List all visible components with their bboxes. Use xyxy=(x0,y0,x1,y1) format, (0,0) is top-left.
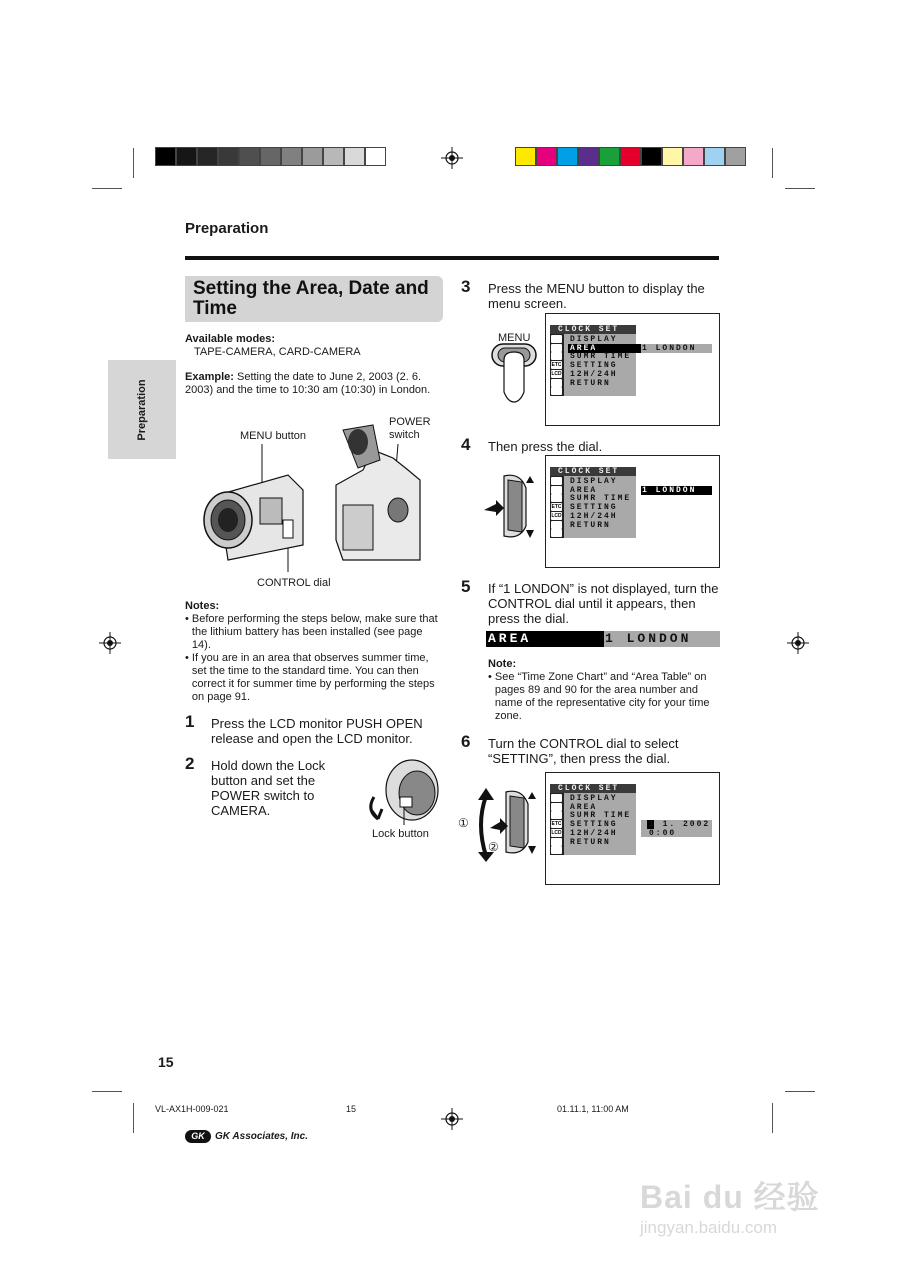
color-swatch xyxy=(260,147,281,166)
registration-mark-icon xyxy=(787,632,809,654)
menu-button-callout: MENU button xyxy=(240,430,307,442)
step-text: Press the LCD monitor PUSH OPEN release and open the LCD monitor. xyxy=(211,716,423,746)
color-swatch xyxy=(515,147,536,166)
notes-label: Notes: xyxy=(185,600,220,612)
mic-icon xyxy=(551,811,562,819)
page-title: Setting the Area, Date and Time xyxy=(193,278,429,319)
clock-icon xyxy=(551,838,562,846)
card-icon xyxy=(551,803,562,811)
footer-date: 01.11.1, 11:00 AM xyxy=(557,1104,629,1114)
step-number: 1 xyxy=(185,712,195,731)
note-block xyxy=(488,658,720,723)
osd-menu-item: AREA xyxy=(570,485,598,495)
color-swatch xyxy=(323,147,344,166)
menu-screen xyxy=(545,772,720,885)
osd-menu-item: DISPLAY xyxy=(570,477,618,486)
color-swatch xyxy=(536,147,557,166)
control-dial-callout: CONTROL dial xyxy=(257,577,331,589)
company-logo-icon: GK xyxy=(185,1130,211,1143)
registration-mark-icon xyxy=(99,632,121,654)
area-label: AREA xyxy=(486,631,604,647)
osd-menu-item: RETURN xyxy=(570,520,611,530)
crop-mark xyxy=(785,1091,815,1092)
lock-button-illustration-icon xyxy=(362,755,442,825)
header-rule xyxy=(185,256,719,260)
page-number: 15 xyxy=(158,1054,174,1070)
crop-mark xyxy=(133,148,134,178)
color-swatch xyxy=(365,147,386,166)
area-value: 1 LONDON xyxy=(605,631,692,646)
camcorder-illustration-icon xyxy=(198,420,428,575)
crop-mark xyxy=(92,1091,122,1092)
color-swatch xyxy=(578,147,599,166)
osd-menu-item: 12H/24H xyxy=(570,369,618,379)
osd-menu-item: SUMR TIME xyxy=(570,811,632,821)
card-icon xyxy=(551,486,562,494)
color-swatch xyxy=(281,147,302,166)
color-swatch xyxy=(344,147,365,166)
note-item: • Before performing the steps below, make sure that the lithium battery has been installed (see page 14). xyxy=(185,613,438,651)
color-swatch xyxy=(197,147,218,166)
side-tab xyxy=(108,360,176,459)
osd-menu-item: RETURN xyxy=(570,378,611,388)
osd-menu-item: SETTING xyxy=(570,820,618,830)
crop-mark xyxy=(92,188,122,189)
note-item: • See “Time Zone Chart” and “Area Table” on pages 89 and 90 for the area number and name of the representative city for your time zone. xyxy=(488,671,710,722)
clock-icon xyxy=(551,521,562,529)
dial-turn-icon xyxy=(468,786,540,864)
crop-mark xyxy=(772,1103,773,1133)
color-swatch xyxy=(620,147,641,166)
title-box xyxy=(185,276,443,322)
osd-setting-date: 1 1. 2002 xyxy=(649,820,711,830)
gray-swatch-strip xyxy=(155,147,386,166)
step-text: If “1 LONDON” is not displayed, turn the CONTROL dial until it appears, then press the dial. xyxy=(488,581,719,626)
crop-mark xyxy=(133,1103,134,1133)
watermark-url: jingyan.baidu.com xyxy=(640,1218,778,1237)
osd-title: CLOCK SET xyxy=(550,784,636,793)
mic-icon xyxy=(551,494,562,502)
cam-icon xyxy=(551,794,562,802)
lcd-icon: LCD xyxy=(551,829,562,836)
step-text: Turn the CONTROL dial to select “SETTING”, then press the dial. xyxy=(488,736,679,766)
osd-menu-item: DISPLAY xyxy=(570,335,618,344)
osd-menu-item: SUMR TIME xyxy=(570,494,632,504)
step-number: 2 xyxy=(185,754,195,773)
color-swatch xyxy=(176,147,197,166)
lock-button-callout: Lock button xyxy=(372,828,429,840)
available-modes xyxy=(185,333,435,359)
osd-setting-time: 0:00 xyxy=(649,828,677,838)
menu-screen xyxy=(545,313,720,426)
lcd-icon: LCD xyxy=(551,370,562,377)
osd-area-value: 1 LONDON xyxy=(642,485,697,495)
step-text: Hold down the Lock button and set the POWER switch to CAMERA. xyxy=(211,758,326,818)
color-swatch xyxy=(704,147,725,166)
mic-icon xyxy=(551,352,562,360)
circled-1: ① xyxy=(458,816,469,830)
menu-button-press-icon xyxy=(490,342,540,404)
menu-screen xyxy=(545,455,720,568)
color-swatch xyxy=(725,147,746,166)
clock-icon xyxy=(551,379,562,387)
osd-area-value: 1 LONDON xyxy=(642,343,697,353)
note-label: Note: xyxy=(488,658,517,670)
etc-icon: ETC xyxy=(551,504,562,511)
registration-mark-icon xyxy=(441,147,463,169)
watermark-brand: Bai du 经验 xyxy=(640,1179,820,1215)
power-switch-callout: POWER switch xyxy=(389,416,431,441)
step-text: Press the MENU button to display the menu screen. xyxy=(488,281,705,311)
notes-block xyxy=(185,600,440,704)
color-swatch xyxy=(599,147,620,166)
osd-menu-item: RETURN xyxy=(570,837,611,847)
osd-title: CLOCK SET xyxy=(550,325,636,334)
cam-icon xyxy=(551,335,562,343)
osd-menu-item: DISPLAY xyxy=(570,794,618,803)
section-heading: Preparation xyxy=(185,220,269,237)
modes-value: TAPE-CAMERA, CARD-CAMERA xyxy=(194,346,361,358)
ret-icon xyxy=(551,387,562,395)
step-number: 5 xyxy=(461,577,471,596)
crop-mark xyxy=(772,148,773,178)
footer-company xyxy=(185,1130,308,1143)
color-swatch xyxy=(641,147,662,166)
osd-menu-item: SUMR TIME xyxy=(570,352,632,362)
osd-menu-item: 12H/24H xyxy=(570,511,618,521)
color-swatch xyxy=(302,147,323,166)
circled-2: ② xyxy=(488,840,499,854)
color-swatch-strip xyxy=(515,147,746,166)
example-text: Setting the date to June 2, 2003 (2. 6. 2003) and the time to 10:30 am (10:30) in London. xyxy=(185,371,431,396)
etc-icon: ETC xyxy=(551,821,562,828)
step-number: 3 xyxy=(461,277,471,296)
side-tab-label: Preparation xyxy=(136,379,148,441)
dial-press-icon xyxy=(482,468,537,543)
modes-label: Available modes: xyxy=(185,333,276,345)
registration-mark-icon xyxy=(441,1108,463,1130)
company-name: GK Associates, Inc. xyxy=(215,1131,308,1142)
color-swatch xyxy=(683,147,704,166)
osd-title: CLOCK SET xyxy=(550,467,636,476)
osd-menu-item: 12H/24H xyxy=(570,828,618,838)
example-label: Example: xyxy=(185,371,234,383)
color-swatch xyxy=(218,147,239,166)
osd-menu-item: SETTING xyxy=(570,503,618,513)
example-block xyxy=(185,371,435,397)
note-item: • If you are in an area that observes summer time, set the time to the standard time. You can then correct it for summer time by performing the steps on page 91. xyxy=(185,652,435,703)
area-display-bar xyxy=(486,631,720,647)
color-swatch xyxy=(155,147,176,166)
step-number: 6 xyxy=(461,732,471,751)
cam-icon xyxy=(551,477,562,485)
ret-icon xyxy=(551,529,562,537)
osd-menu-item: SETTING xyxy=(570,361,618,371)
osd-menu-item: AREA xyxy=(570,343,598,353)
color-swatch xyxy=(239,147,260,166)
step-number: 4 xyxy=(461,435,471,454)
ret-icon xyxy=(551,846,562,854)
footer-file: VL-AX1H-009-021 xyxy=(155,1104,229,1114)
crop-mark xyxy=(785,188,815,189)
menu-key-label: MENU xyxy=(498,332,531,344)
footer-page: 15 xyxy=(346,1104,357,1114)
lcd-icon: LCD xyxy=(551,512,562,519)
color-swatch xyxy=(662,147,683,166)
osd-menu-item: AREA xyxy=(570,802,598,812)
etc-icon: ETC xyxy=(551,362,562,369)
color-swatch xyxy=(557,147,578,166)
card-icon xyxy=(551,344,562,352)
step-text: Then press the dial. xyxy=(488,439,603,454)
